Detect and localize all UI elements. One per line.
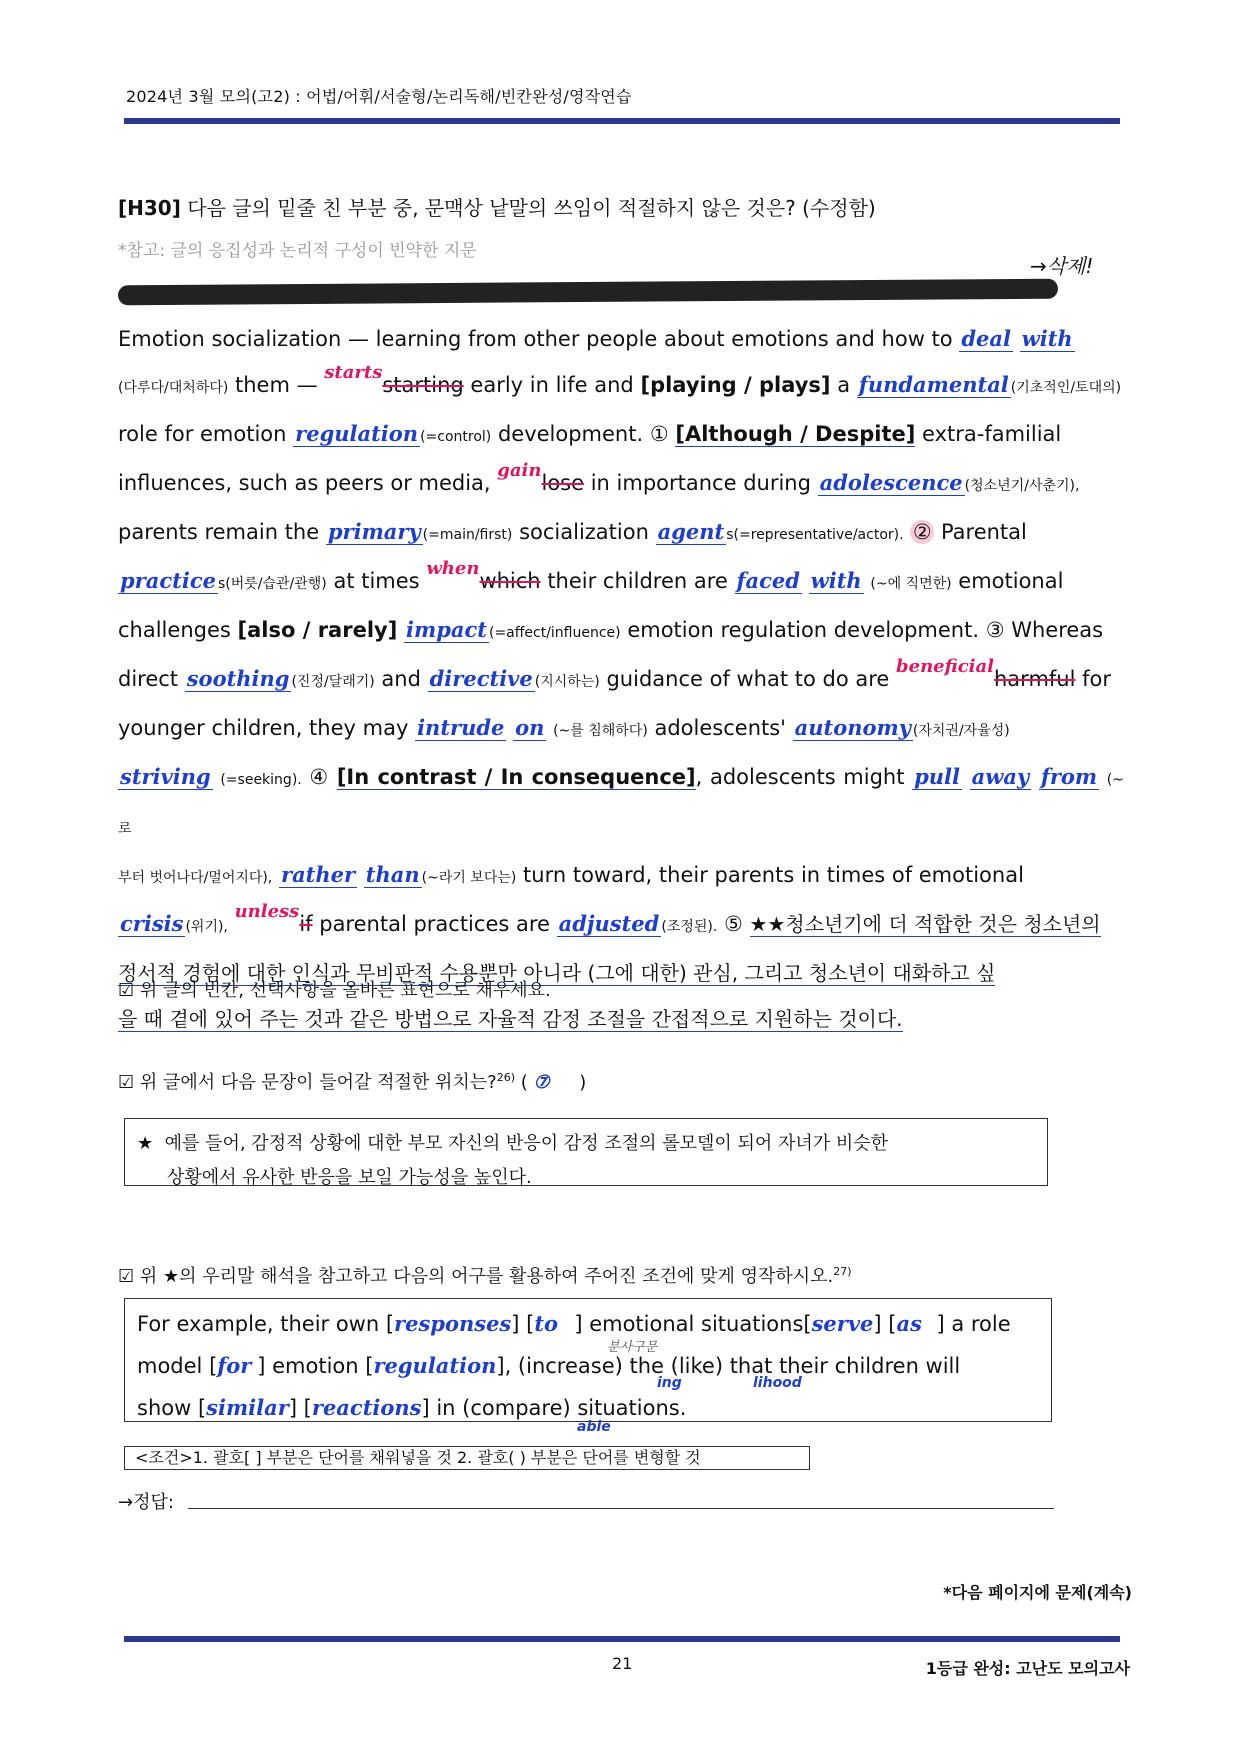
task-3: ☑ 위 ★의 우리말 해석을 참고하고 다음의 어구를 활용하여 주어진 조건에 맞게 영작하시오.$^{27)}$ bbox=[118, 1265, 852, 1287]
task-1: ☑ 위 글의 빈칸, 선택사항을 올바른 표현으로 채우세요. bbox=[118, 980, 551, 1001]
question-number: [H30] bbox=[118, 196, 181, 220]
question-line bbox=[118, 192, 876, 221]
passage-line-10: striving (=seeking). ④ [In contrast / In consequence], adolescents might pull away from (~로 bbox=[118, 764, 1124, 837]
star-icon: ★ bbox=[137, 1133, 154, 1154]
passage bbox=[118, 316, 1124, 1042]
continue-note: *다음 페이지에 문제(계속) bbox=[943, 1583, 1132, 1602]
composition-line-1: For example, their own [responses] [to ] emotional situations[serve] [as ] a role bbox=[137, 1311, 1011, 1336]
passage-line-3: role for emotion regulation (=control) development. ① [Although / Despite] extra-familial bbox=[118, 421, 1062, 446]
passage-line-7: challenges [also / rarely] impact (=affect/influence) emotion regulation development. ③ Whereas bbox=[118, 617, 1104, 642]
redacted-line bbox=[118, 279, 1058, 306]
question-text: 다음 글의 밑줄 친 부분 중, 문맥상 낱말의 쓰임이 적절하지 않은 것은? (수정함) bbox=[187, 196, 876, 220]
passage-line-9: younger children, they may intrude on (~를 침해하다) adolescents' autonomy (자치권/자율성) bbox=[118, 715, 1010, 740]
note-lihood: lihood bbox=[753, 1375, 802, 1391]
header-rule bbox=[124, 118, 1120, 124]
task-2-answer: ⑦ bbox=[533, 1072, 550, 1093]
footer-rule bbox=[124, 1636, 1120, 1642]
answer-label: →정답: bbox=[118, 1492, 174, 1513]
passage-line-14: 을 때 곁에 있어 주는 것과 같은 방법으로 자율적 감정 조절을 간접적으로 지원하는 것이다. bbox=[118, 1007, 903, 1031]
passage-line-8: direct soothing (진정/달래기) and directive (지시하는) guidance of what to do are beneficialharmful for bbox=[118, 656, 1111, 691]
passage-line-6: practice s(버릇/습관/관행) at times whenwhich their children are faced with (~에 직면한) emotional bbox=[120, 558, 1064, 593]
passage-line-12: crisis (위기), unlessif parental practices are adjusted (조정된). ⑤ ★★청소년기에 더 적합한 것은 청소년의 bbox=[120, 901, 1101, 936]
delete-mark: →삭제! bbox=[1030, 254, 1094, 278]
composition-box bbox=[124, 1298, 1052, 1435]
page-number: 21 bbox=[612, 1654, 633, 1673]
header-title: 2024년 3월 모의(고2) : 어법/어휘/서술형/논리독해/빈칸완성/영작연습 bbox=[126, 87, 632, 106]
answer-line[interactable] bbox=[188, 1508, 1054, 1509]
composition-line-2: model [for ] emotion [regulation], (increase) the (like) that their children will 분사구문 ing lihood bbox=[137, 1345, 1039, 1387]
passage-line-11: 부터 벗어나다/멀어지다), rather than (~라기 보다는) turn toward, their parents in times of emotional bbox=[118, 862, 1024, 887]
passage-line-13: 정서적 경험에 대한 인식과 무비판적 수용뿐만 아니라 (그에 대한) 관심, 그리고 청소년이 대화하고 싶 bbox=[118, 961, 996, 985]
note-ing: ing bbox=[657, 1375, 682, 1391]
passage-line-4: influences, such as peers or media, gainlose in importance during adolescence (청소년기/사춘기), bbox=[118, 460, 1080, 495]
reference-note: *참고: 글의 응집성과 논리적 구성이 빈약한 지문 bbox=[118, 241, 477, 261]
passage-line-2: (다루다/대처하다) them — startsstarting early in life and [playing / plays] a fundamental (기초적인/토대의) bbox=[118, 362, 1122, 397]
composition-line-3: show [similar] [reactions] in (compare) situations. able bbox=[137, 1387, 1039, 1429]
note-participle: 분사구문 bbox=[607, 1340, 658, 1355]
passage-line-1: Emotion socialization — learning from other people about emotions and how to deal with bbox=[118, 326, 1073, 351]
insert-sentence-box: ★ 예를 들어, 감정적 상황에 대한 부모 자신의 반응이 감정 조절의 롤모델이 되어 자녀가 비슷한 상황에서 유사한 반응을 보일 가능성을 높인다. bbox=[124, 1118, 1048, 1186]
passage-line-5: parents remain the primary (=main/first) socialization agent s(=representative/actor). ② Parental bbox=[118, 519, 1027, 544]
task-2: ☑ 위 글에서 다음 문장이 들어갈 적절한 위치는?$^{26)}$ ( ⑦ ) bbox=[118, 1071, 587, 1093]
note-able: able bbox=[577, 1419, 611, 1435]
footer-brand: 1등급 완성: 고난도 모의고사 bbox=[925, 1659, 1130, 1678]
conditions-box: <조건>1. 괄호[ ] 부분은 단어를 채워넣을 것 2. 괄호( ) 부분은 단어를 변형할 것 bbox=[124, 1446, 810, 1470]
